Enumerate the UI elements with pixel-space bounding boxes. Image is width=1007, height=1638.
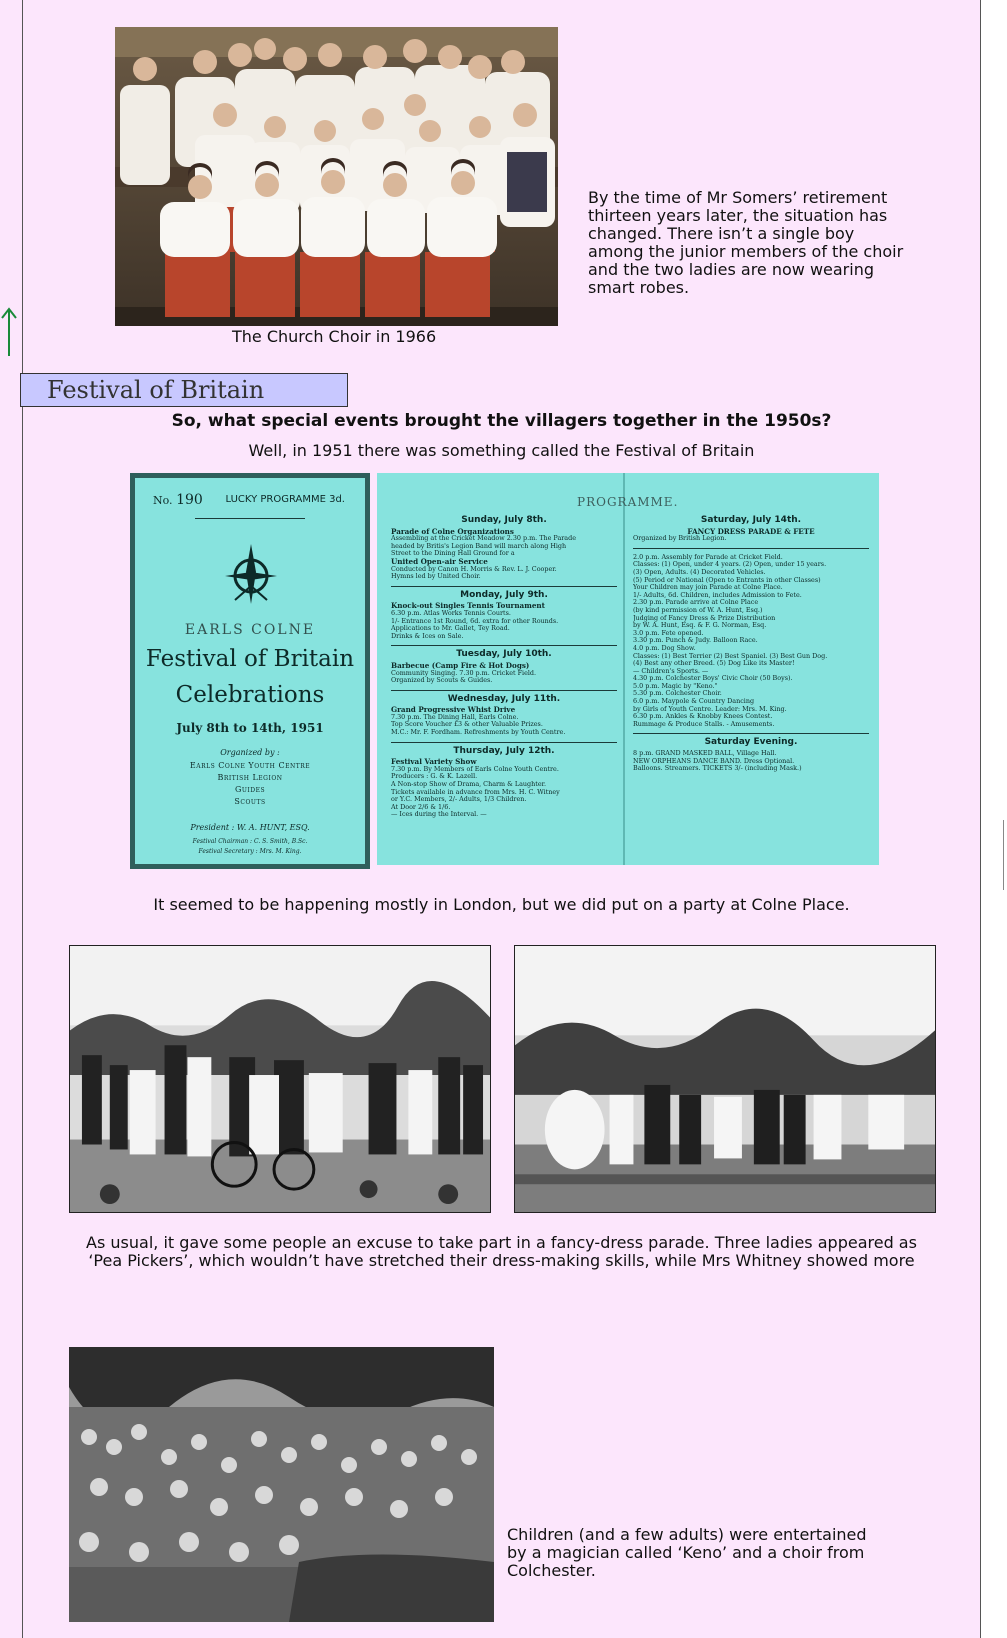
programme-line: 5.30 p.m. Colchester Choir. bbox=[633, 690, 722, 698]
programme-number: No. 190 bbox=[153, 492, 203, 508]
programme-event: Knock-out Singles Tennis Tournament bbox=[391, 601, 545, 611]
scrollbar-track[interactable] bbox=[981, 0, 1007, 1638]
programme-line: 7.30 p.m. The Dining Hall, Earls Colne. bbox=[391, 713, 519, 721]
programme-line: 2.0 p.m. Assembly for Parade at Cricket Field. bbox=[633, 553, 783, 561]
festival-intro: Well, in 1951 there was something called the Festival of Britain bbox=[248, 441, 755, 460]
programme-line: Classes: (1) Open, under 4 years. (2) Open, under 15 years. bbox=[633, 561, 827, 569]
programme-line: (by kind permission of W. A. Hunt, Esq.) bbox=[633, 606, 763, 614]
programme-day: Thursday, July 12th. bbox=[453, 745, 555, 756]
magician-paragraph: Children (and a few adults) were entertained by a magician called ‘Keno’ and a choir from Colchester. bbox=[507, 1525, 867, 1580]
programme-line: 1/- Entrance 1st Round, 6d. extra for other Rounds. bbox=[391, 617, 559, 625]
programme-line: Judging of Fancy Dress & Prize Distribution bbox=[633, 614, 776, 622]
programme-event: Festival Variety Show bbox=[391, 757, 477, 767]
programme-day: Sunday, July 8th. bbox=[461, 515, 547, 525]
programme-line: 3.0 p.m. Fete opened. bbox=[633, 629, 704, 637]
programme-line: Your Children may join Parade at Colne Place. bbox=[633, 584, 783, 592]
programme-line: Street to the Dining Hall Ground for a bbox=[391, 550, 515, 558]
programme-heading: PROGRAMME. bbox=[577, 495, 679, 509]
cover-title-line2: Celebrations bbox=[175, 682, 325, 708]
programme-line: M.C.: Mr. F. Fordham. Refreshments by Youth Centre. bbox=[391, 729, 566, 737]
choir-photo bbox=[115, 27, 558, 326]
after-programme-text: It seemed to be happening mostly in London, but we did put on a party at Colne Place. bbox=[153, 895, 850, 914]
programme-day: Monday, July 9th. bbox=[460, 589, 548, 600]
cover-village: EARLS COLNE bbox=[184, 622, 316, 638]
programme-line: headed by Britis's Legion Band will march along High bbox=[391, 542, 567, 550]
cover-organizers: Earls Colne Youth Centre British Legion Guides Scouts bbox=[189, 761, 311, 806]
programme-day: Tuesday, July 10th. bbox=[456, 649, 552, 660]
programme-line: Tickets available in advance from Mrs. H. C. Witney bbox=[391, 788, 560, 796]
programme-cover bbox=[130, 473, 370, 869]
programme-day: Saturday, July 14th. bbox=[700, 515, 802, 525]
programme-event: Grand Progressive Whist Drive bbox=[391, 705, 516, 715]
choir-paragraph: By the time of Mr Somers’ retirement thirteen years later, the situation has changed. There isn’t a single boy among the junior members of the choir and the two ladies are now wearing smart robes. bbox=[588, 188, 904, 297]
programme-line: 6.0 p.m. Maypole & Country Dancing bbox=[633, 698, 755, 706]
programme-line: Top Score Voucher £3 & other Valuable Prizes. bbox=[391, 721, 543, 729]
programme-line: 7.30 p.m. By Members of Earls Colne Youth Centre. bbox=[391, 765, 559, 773]
programme-line: Conducted by Canon H. Morris & Rev. L. J. Cooper. bbox=[391, 565, 557, 573]
programme-line: — Ices during the Interval. — bbox=[391, 811, 487, 819]
programme-day: Saturday Evening. bbox=[704, 737, 798, 748]
programme-line: (5) Period or National (Open to Entrants in other Classes) bbox=[633, 576, 821, 584]
programme-day: Wednesday, July 11th. bbox=[447, 693, 561, 704]
festival-emblem-icon bbox=[223, 542, 279, 606]
programme-line: 4.0 p.m. Dog Show. bbox=[633, 644, 696, 652]
programme-inner bbox=[377, 473, 879, 865]
programme-line: Hymns led by United Choir. bbox=[391, 573, 481, 581]
programme-line: Balloons. Streamers. TICKETS 3/- (including Mask.) bbox=[633, 765, 802, 773]
programme-line: Producers : G. & K. Lazell. bbox=[391, 773, 478, 781]
magician-crowd-photo bbox=[69, 1347, 494, 1622]
programme-separator bbox=[633, 548, 869, 549]
programme-line: 3.30 p.m. Punch & Judy. Balloon Race. bbox=[633, 637, 758, 645]
programme-fold bbox=[623, 473, 625, 865]
programme-event: Barbecue (Camp Fire & Hot Dogs) bbox=[391, 660, 530, 670]
programme-line: 1/- Adults, 6d. Children, includes Admission to Fete. bbox=[633, 591, 802, 599]
programme-line: (3) Open, Adults. (4) Decorated Vehicles. bbox=[633, 568, 766, 576]
programme-line: Organized by British Legion. bbox=[633, 535, 727, 543]
programme-line: by W. A. Hunt, Esq. & F. G. Norman, Esq. bbox=[633, 622, 767, 630]
programme-line: 6.30 p.m. Atlas Works Tennis Courts. bbox=[391, 609, 511, 617]
programme-line: 8 p.m. GRAND MASKED BALL, Village Hall. bbox=[633, 750, 777, 758]
programme-line: — Children's Sports. — bbox=[633, 667, 709, 675]
programme-line: (4) Best any other Breed. (5) Dog Like its Master! bbox=[633, 660, 795, 668]
programme-line: Rummage & Produce Stalls. - Amusements. bbox=[633, 720, 775, 728]
programme-line: Community Singing. 7.30 p.m. Cricket Field. bbox=[391, 669, 537, 677]
programme-line: 4.30 p.m. Colchester Boys' Civic Choir (50 Boys). bbox=[633, 675, 793, 683]
programme-separator bbox=[391, 586, 617, 587]
programme-line: 6.30 p.m. Ankles & Knobby Knees Contest. bbox=[633, 713, 773, 721]
up-arrow-icon[interactable] bbox=[0, 306, 18, 358]
section-title: Festival of Britain bbox=[47, 376, 265, 404]
programme-separator bbox=[391, 690, 617, 691]
programme-line: NEW ORPHEANS DANCE BAND. Dress Optional. bbox=[633, 757, 795, 765]
programme-line: 2.30 p.m. Parade arrive at Colne Place bbox=[633, 599, 759, 607]
programme-line: Organized by Scouts & Guides. bbox=[391, 677, 493, 685]
cover-secretary: Festival Secretary : Mrs. M. King. bbox=[198, 848, 302, 855]
programme-event: United Open-air Service bbox=[391, 556, 488, 566]
cover-chairman: Festival Chairman : C. S. Smith, B.Sc. bbox=[192, 838, 308, 845]
programme-line: Classes: (1) Best Terrier (2) Best Spaniel. (3) Best Gun Dog. bbox=[633, 652, 828, 660]
cover-rule bbox=[195, 518, 305, 519]
programme-price: LUCKY PROGRAMME 3d. bbox=[225, 494, 345, 505]
choir-caption: The Church Choir in 1966 bbox=[232, 327, 437, 346]
parade-paragraph: As usual, it gave some people an excuse to take part in a fancy-dress parade. Three ladies appeared as ‘Pea Pickers’, which wouldn’t have stretched their dress-making skills, while Mrs Whitney showed more bbox=[86, 1233, 917, 1270]
programme-line: At Door 2/6 & 1/6. bbox=[391, 803, 451, 811]
programme-separator bbox=[391, 742, 617, 743]
programme-line: 5.0 p.m. Magic by "Keno." bbox=[633, 682, 718, 690]
festival-question: So, what special events brought the villagers together in the 1950s? bbox=[171, 411, 832, 431]
programme-line: A Non-stop Show of Drama, Charm & Laughter. bbox=[391, 781, 546, 789]
page-border-left bbox=[22, 0, 23, 1638]
programme-separator bbox=[633, 733, 869, 734]
parade-photo-1 bbox=[69, 945, 491, 1213]
programme-line: Assembling at the Cricket Meadow 2.30 p.m. The Parade bbox=[391, 535, 576, 543]
programme-separator bbox=[391, 645, 617, 646]
programme-line: Applications to Mr. Gallet, Tey Road. bbox=[391, 625, 510, 633]
cover-title-line1: Festival of Britain bbox=[145, 646, 355, 672]
programme-event: FANCY DRESS PARADE & FETE bbox=[687, 526, 815, 536]
programme-line: Drinks & Ices on Sale. bbox=[391, 632, 464, 640]
parade-photo-2 bbox=[514, 945, 936, 1213]
programme-right-column bbox=[633, 517, 869, 773]
cover-organized-by: Organized by : bbox=[220, 748, 280, 757]
cover-dates: July 8th to 14th, 1951 bbox=[176, 721, 324, 735]
section-heading-box bbox=[20, 373, 348, 407]
cover-president: President : W. A. HUNT, ESQ. bbox=[190, 823, 310, 832]
page-border-right bbox=[980, 0, 981, 1638]
programme-line: or Y.C. Members, 2/- Adults, 1/3 Children. bbox=[391, 796, 527, 804]
programme-line: by Girls of Youth Centre. Leader: Mrs. M. King. bbox=[633, 705, 787, 713]
scrollbar-thumb[interactable] bbox=[1003, 820, 1004, 890]
programme-event: Parade of Colne Organizations bbox=[391, 526, 514, 536]
programme-left-column bbox=[391, 517, 617, 819]
